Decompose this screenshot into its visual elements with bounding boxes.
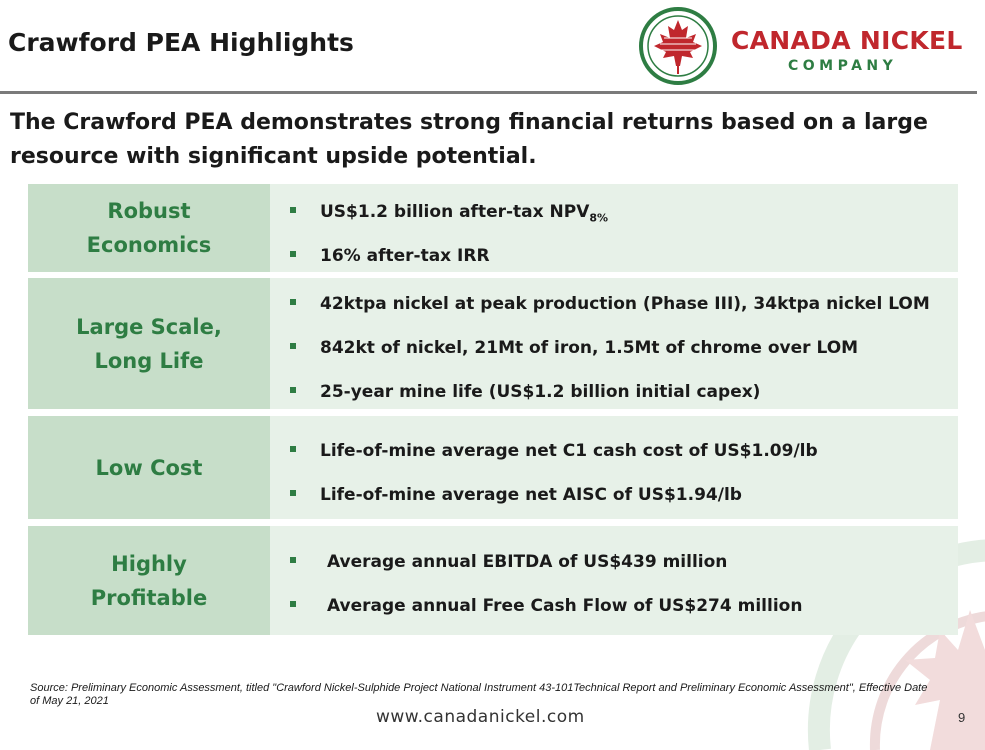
bullet-square-icon — [290, 601, 296, 607]
bullet-item: 842kt of nickel, 21Mt of iron, 1.5Mt of chrome over LOM — [290, 338, 858, 358]
bullet-item: 16% after-tax IRR — [290, 246, 490, 266]
bullet-square-icon — [290, 299, 296, 305]
bullet-square-icon — [290, 343, 296, 349]
intro-statement: The Crawford PEA demonstrates strong financial returns based on a large resource with significant upside potential. — [10, 110, 928, 169]
bullet-item: Average annual EBITDA of US$439 million — [290, 552, 727, 572]
brand-subtitle: COMPANY — [788, 58, 898, 74]
bullet-square-icon — [290, 387, 296, 393]
bullet-square-icon — [290, 251, 296, 257]
bullet-item: Life-of-mine average net C1 cash cost of US$1.09/lb — [290, 441, 818, 461]
page-number: 9 — [958, 710, 966, 725]
highlight-row-low-cost — [28, 416, 958, 519]
bullet-item: Life-of-mine average net AISC of US$1.94/lb — [290, 485, 742, 505]
source-footnote: Source: Preliminary Economic Assessment, titled "Crawford Nickel-Sulphide Project National Instrument 43-101Technical Report and Preliminary Economic Assessment", Effective Date of May 21, 2021 — [30, 682, 928, 707]
bullet-square-icon — [290, 490, 296, 496]
bullet-item: 42ktpa nickel at peak production (Phase III), 34ktpa nickel LOM — [290, 294, 930, 314]
highlight-row-robust-economics — [28, 184, 958, 272]
row-label: Highly Profitable — [28, 526, 270, 635]
brand-name: CANADA NICKEL — [731, 26, 963, 55]
bullet-item: Average annual Free Cash Flow of US$274 million — [290, 596, 802, 616]
website-url: www.canadanickel.com — [376, 707, 585, 727]
row-label: Large Scale, Long Life — [28, 278, 270, 409]
bullet-item: 25-year mine life (US$1.2 billion initial capex) — [290, 382, 760, 402]
bullet-square-icon — [290, 207, 296, 213]
maple-leaf-logo-icon — [638, 6, 718, 86]
row-label: Robust Economics — [28, 184, 270, 272]
header-divider — [0, 91, 977, 94]
highlight-row-highly-profitable — [28, 526, 958, 635]
page-title: Crawford PEA Highlights — [8, 28, 354, 57]
bullet-item: US$1.2 billion after-tax $NPV_{8\%}$ — [290, 202, 608, 224]
bullet-square-icon — [290, 557, 296, 563]
row-label: Low Cost — [28, 416, 270, 519]
highlight-row-large-scale — [28, 278, 958, 409]
company-logo — [638, 6, 978, 86]
bullet-square-icon — [290, 446, 296, 452]
